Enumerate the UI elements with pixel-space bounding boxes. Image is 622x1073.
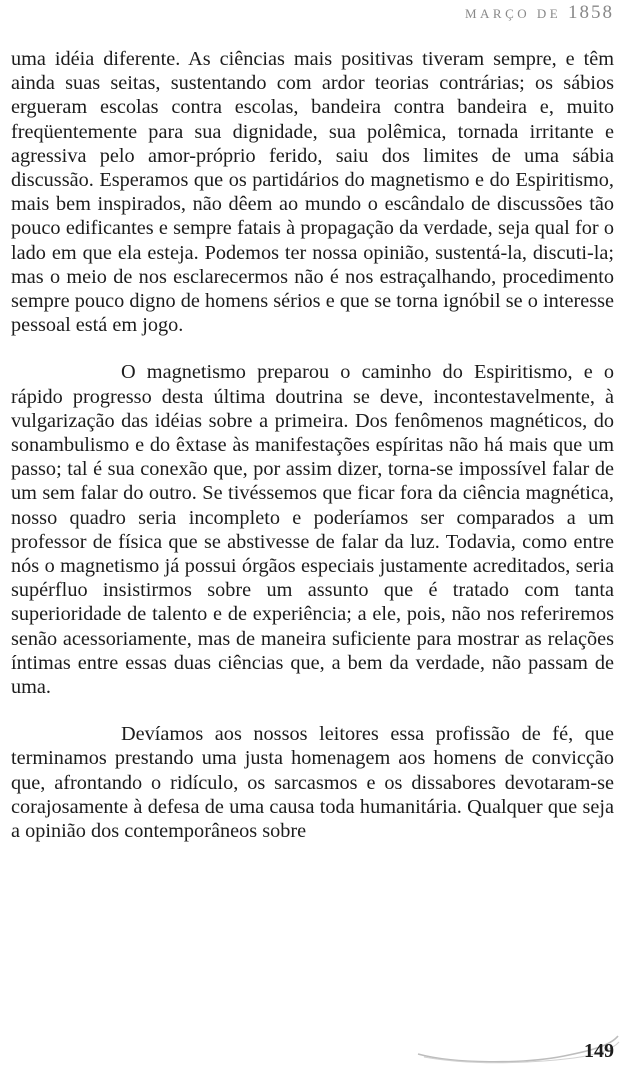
- page-body: [11, 47, 614, 843]
- running-header: [465, 2, 614, 24]
- paragraph-2: O magnetismo preparou o caminho do Espiritismo, e o rápido progresso desta última doutrina se deve, incontestavelmente, à vulgarização das idéias sobre a primeira. Dos fenômenos magnéticos, do sonambulismo e do êxtase às manifestações espíritas não há mais que um passo; tal é sua conexão que, por assim dizer, torna-se impossível falar de um sem falar do outro. Se tivéssemos que ficar fora da ciência magnética, nosso quadro seria incompleto e poderíamos ser comparados a um professor de física que se abstivesse de falar da luz. Todavia, como entre nós o magnetismo já possui órgãos especiais justamente acreditados, seria supérfluo insistirmos sobre um assunto que é tratado com tanta superioridade de talento e de experiência; a ele, pois, não nos referiremos senão acessoriamente, mas de maneira suficiente para mostrar as relações íntimas entre essas duas ciências que, a bem da verdade, não passam de uma.: [11, 361, 614, 699]
- paragraph-1: uma idéia diferente. As ciências mais positivas tiveram sempre, e têm ainda suas seitas, sustentando com ardor teorias contrárias; os sábios ergueram escolas contra escolas, bandeira contra bandeira e, muito freqüentemente para sua dignidade, sua polêmica, tornada irritante e agressiva pelo amor-próprio ferido, saiu dos limites de uma sábia discussão. Esperamos que os partidários do magnetismo e do Espiritismo, mais bem inspirados, não dêem ao mundo o escândalo de discussões tão pouco edificantes e sempre fatais à propagação da verdade, seja qual for o lado em que ela esteja. Podemos ter nossa opinião, sustentá-la, discuti-la; mas o meio de nos esclarecermos não é nos estraçalhando, procedimento sempre pouco digno de homens sérios e que se torna ignóbil se o interesse pessoal está em jogo.: [11, 48, 614, 337]
- paragraph-3: Devíamos aos nossos leitores essa profissão de fé, que terminamos prestando uma justa homenagem aos homens de convicção que, afrontando o ridículo, os sarcasmos e os dissabores devotaram-se corajosamente à defesa de uma causa toda humanitária. Qualquer que seja a opinião dos contemporâneos sobre: [11, 723, 614, 843]
- running-header-month: MARÇO DE: [464, 6, 562, 21]
- page-number: 149: [584, 1040, 614, 1062]
- running-header-year: 1858: [568, 2, 614, 23]
